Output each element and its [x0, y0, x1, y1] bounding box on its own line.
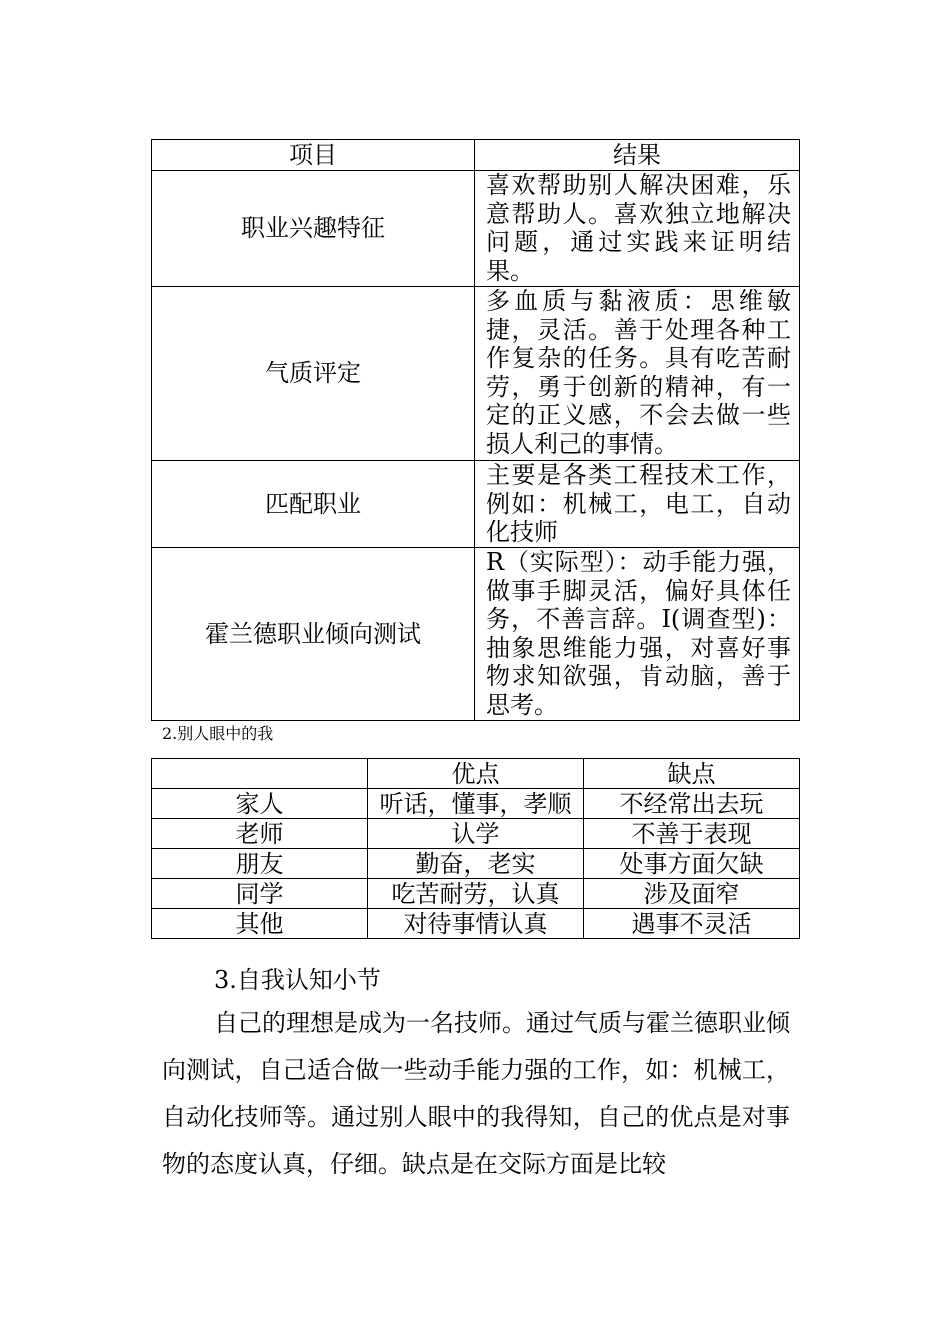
table-header-row [152, 140, 800, 171]
table-row [152, 287, 800, 461]
cons-cell: 遇事不灵活 [584, 909, 800, 939]
summary-paragraph: 自己的理想是成为一名技师。通过气质与霍兰德职业倾向测试，自己适合做一些动手能力强的工作，如：机械工，自动化技师等。通过别人眼中的我得知，自己的优点是对事物的态度认真，仔细。缺点是在交际方面是比较 [162, 1009, 790, 1178]
table-row [152, 849, 800, 879]
table-row [152, 171, 800, 287]
result-cell: 主要是各类工程技术工作，例如：机械工，电工，自动化技师 [475, 461, 800, 548]
header-blank [152, 759, 368, 789]
assessment-table [151, 139, 800, 721]
cons-cell: 不善于表现 [584, 819, 800, 849]
header-item: 项目 [152, 140, 475, 171]
summary-section [162, 960, 790, 1188]
pros-cell: 听话，懂事，孝顺 [368, 789, 584, 819]
table-header-row [152, 759, 800, 789]
item-cell: 匹配职业 [152, 461, 475, 548]
who-cell: 朋友 [152, 849, 368, 879]
section-3-title: 3.自我认知小节 [214, 966, 381, 994]
item-cell: 职业兴趣特征 [152, 171, 475, 287]
pros-cell: 认学 [368, 819, 584, 849]
cons-cell: 处事方面欠缺 [584, 849, 800, 879]
who-cell: 老师 [152, 819, 368, 849]
section-2-title: 2.别人眼中的我 [162, 724, 274, 743]
pros-cell: 勤奋，老实 [368, 849, 584, 879]
item-cell: 霍兰德职业倾向测试 [152, 548, 475, 721]
who-cell: 其他 [152, 909, 368, 939]
who-cell: 家人 [152, 789, 368, 819]
header-result: 结果 [475, 140, 800, 171]
header-pros: 优点 [368, 759, 584, 789]
who-cell: 同学 [152, 879, 368, 909]
result-cell: 喜欢帮助别人解决困难，乐意帮助人。喜欢独立地解决问题，通过实践来证明结果。 [475, 171, 800, 287]
table-row [152, 909, 800, 939]
result-cell: R（实际型）：动手能力强，做事手脚灵活，偏好具体任务，不善言辞。I(调查型)：抽象思维能力强，对喜好事物求知欲强，肯动脑，善于思考。 [475, 548, 800, 721]
header-cons: 缺点 [584, 759, 800, 789]
pros-cell: 吃苦耐劳，认真 [368, 879, 584, 909]
item-cell: 气质评定 [152, 287, 475, 461]
table-row [152, 548, 800, 721]
pros-cell: 对待事情认真 [368, 909, 584, 939]
table-row [152, 461, 800, 548]
cons-cell: 涉及面窄 [584, 879, 800, 909]
table-row [152, 819, 800, 849]
result-cell: 多血质与黏液质：思维敏捷，灵活。善于处理各种工作复杂的任务。具有吃苦耐劳，勇于创新的精神，有一定的正义感，不会去做一些损人利己的事情。 [475, 287, 800, 461]
others-view-table [151, 758, 800, 939]
table-row [152, 789, 800, 819]
cons-cell: 不经常出去玩 [584, 789, 800, 819]
table-row [152, 879, 800, 909]
